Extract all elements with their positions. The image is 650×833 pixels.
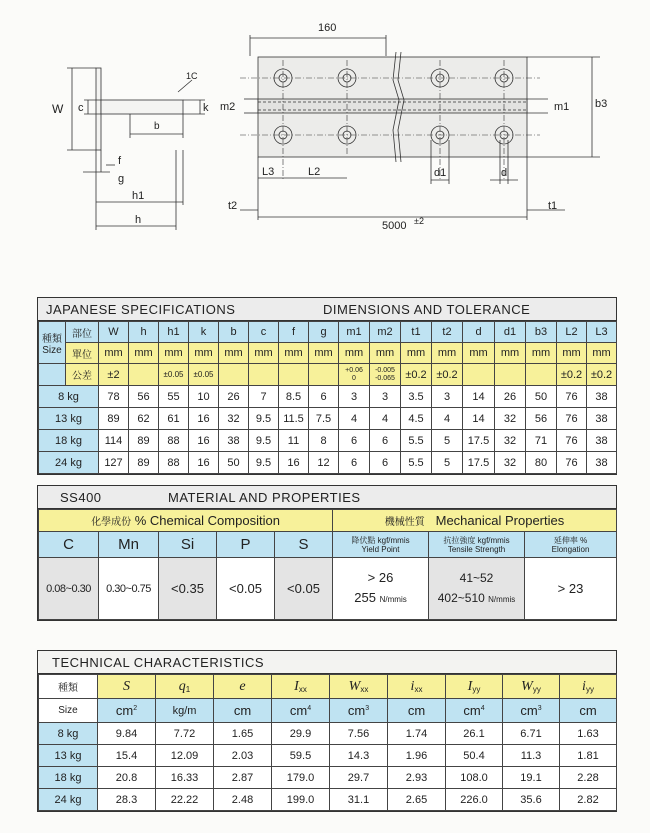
col-header: t1 <box>401 322 432 343</box>
cell: 4 <box>370 408 401 430</box>
cell: 3 <box>339 386 370 408</box>
symbol-Iyy: $I_{yy}$ <box>446 675 503 699</box>
label-1C: 1C <box>186 71 198 81</box>
row-size: 24 kg <box>39 789 98 811</box>
label-d: d <box>501 167 508 179</box>
material-panel <box>37 485 617 621</box>
cell: 31.1 <box>330 789 388 811</box>
cell: 2.48 <box>214 789 272 811</box>
cell: 2.87 <box>214 767 272 789</box>
section-web <box>101 100 183 114</box>
unit-q1: kg/m <box>156 699 214 723</box>
cell: 61 <box>159 408 189 430</box>
mech-header: 機械性質 Mechanical Properties <box>333 510 617 532</box>
cell: 3 <box>370 386 401 408</box>
tol-k: ±0.05 <box>189 364 219 386</box>
cell: 11.5 <box>279 408 309 430</box>
symbol-Wxx: $W_{xx}$ <box>330 675 388 699</box>
table-row <box>39 408 617 430</box>
label-f: f <box>118 155 122 167</box>
kind-size-label: 種類 Size <box>39 322 66 364</box>
cell: 127 <box>99 452 129 474</box>
unit-cell: mm <box>219 343 249 364</box>
row-size: 18 kg <box>39 767 98 789</box>
label-L2: L2 <box>308 166 321 178</box>
cell: 1.74 <box>388 723 446 745</box>
element-P: P <box>217 532 275 558</box>
cell: 2.03 <box>214 745 272 767</box>
elong-header: 延伸率 % Elongation <box>525 532 617 558</box>
cell: 6.71 <box>503 723 560 745</box>
value-Mn: 0.30~0.75 <box>99 558 159 620</box>
col-header: h1 <box>159 322 189 343</box>
cell: 10 <box>189 386 219 408</box>
element-Mn: Mn <box>99 532 159 558</box>
col-header: g <box>309 322 339 343</box>
cell: 1.63 <box>560 723 617 745</box>
row-size: 18 kg <box>39 430 99 452</box>
col-header: c <box>249 322 279 343</box>
spec-table-panel <box>37 297 617 475</box>
cell: 15.4 <box>98 745 156 767</box>
cell: 32 <box>495 430 526 452</box>
unit-cell: mm <box>309 343 339 364</box>
unit-Iyy: $cm^4$ <box>446 699 503 723</box>
cell: 2.93 <box>388 767 446 789</box>
cell: 14 <box>463 408 495 430</box>
label-W: W <box>52 102 64 116</box>
cell: 16 <box>189 452 219 474</box>
table-row <box>39 430 617 452</box>
table-row <box>39 452 617 474</box>
dim-5000-label: 5000 <box>382 220 407 232</box>
tolerance-label: 公差 <box>66 364 99 386</box>
cell: 59.5 <box>272 745 330 767</box>
size-label: Size <box>39 699 98 723</box>
yield-value: > 26 255 N/mmis <box>333 558 429 620</box>
symbol-q1: $q_1$ <box>156 675 214 699</box>
cell: 16 <box>189 408 219 430</box>
unit-cell: mm <box>129 343 159 364</box>
cell: 56 <box>129 386 159 408</box>
tensile-value: 41~52 402~510 N/mmis <box>429 558 525 620</box>
cell: 11 <box>279 430 309 452</box>
cell: 38 <box>587 452 617 474</box>
cell: 71 <box>526 430 557 452</box>
kind-label: 種類 <box>39 675 98 699</box>
col-header: f <box>279 322 309 343</box>
symbol-S: S <box>98 675 156 699</box>
cell: 32 <box>495 408 526 430</box>
symbol-Ixx: $I_{xx}$ <box>272 675 330 699</box>
col-header: b <box>219 322 249 343</box>
cell: 4 <box>339 408 370 430</box>
col-header: t2 <box>432 322 463 343</box>
cell: 6 <box>339 430 370 452</box>
cell: 7.56 <box>330 723 388 745</box>
cell: 2.65 <box>388 789 446 811</box>
part-label: 部位 <box>66 322 99 343</box>
unit-cell: mm <box>159 343 189 364</box>
dim-160-label: 160 <box>318 22 337 34</box>
cell: 50 <box>219 452 249 474</box>
element-Si: Si <box>159 532 217 558</box>
cell: 2.82 <box>560 789 617 811</box>
section-flange <box>96 68 101 150</box>
unit-cell: mm <box>279 343 309 364</box>
cell: 226.0 <box>446 789 503 811</box>
unit-cell: mm <box>339 343 370 364</box>
cell: 4.5 <box>401 408 432 430</box>
cell: 89 <box>129 430 159 452</box>
cell: 29.9 <box>272 723 330 745</box>
chem-header: 化學成份 % Chemical Composition <box>39 510 333 532</box>
cell: 28.3 <box>98 789 156 811</box>
dimensions-title: DIMENSIONS AND TOLERANCE <box>323 302 531 317</box>
spec-title: JAPANESE SPECIFICATIONS <box>46 302 236 317</box>
label-b3: b3 <box>595 98 608 110</box>
cell: 7.72 <box>156 723 214 745</box>
tol-L3: ±0.2 <box>587 364 617 386</box>
tech-panel <box>37 650 617 812</box>
unit-cell: mm <box>463 343 495 364</box>
material-grade: SS400 <box>60 490 102 505</box>
label-L3: L3 <box>262 166 275 178</box>
row-size: 8 kg <box>39 723 98 745</box>
unit-Wxx: $cm^3$ <box>330 699 388 723</box>
table-row <box>39 386 617 408</box>
cell: 16 <box>189 430 219 452</box>
col-header: L2 <box>557 322 587 343</box>
label-d1: d1 <box>434 167 447 179</box>
unit-cell: mm <box>189 343 219 364</box>
cell: 1.65 <box>214 723 272 745</box>
cell: 6 <box>309 386 339 408</box>
row-size: 24 kg <box>39 452 99 474</box>
cell: 62 <box>129 408 159 430</box>
tol-m1: +0.06 0 <box>339 364 370 386</box>
cell: 88 <box>159 430 189 452</box>
cell: 32 <box>495 452 526 474</box>
unit-S: $cm^2$ <box>98 699 156 723</box>
table-row <box>39 745 617 767</box>
cell: 26.1 <box>446 723 503 745</box>
cell: 26 <box>219 386 249 408</box>
material-table <box>38 509 617 620</box>
col-header: L3 <box>587 322 617 343</box>
cell: 8.5 <box>279 386 309 408</box>
cell: 12 <box>309 452 339 474</box>
label-m2: m2 <box>220 101 236 113</box>
row-size: 13 kg <box>39 745 98 767</box>
tol-m2: -0.005 -0.065 <box>370 364 401 386</box>
cell: 76 <box>557 452 587 474</box>
cell: 7.5 <box>309 408 339 430</box>
cell: 50 <box>526 386 557 408</box>
label-t1: t1 <box>548 200 558 212</box>
cell: 80 <box>526 452 557 474</box>
tol-h1: ±0.05 <box>159 364 189 386</box>
cell: 114 <box>99 430 129 452</box>
cell: 2.28 <box>560 767 617 789</box>
label-b: b <box>154 121 160 132</box>
col-header: h <box>129 322 159 343</box>
cell: 22.22 <box>156 789 214 811</box>
cell: 17.5 <box>463 430 495 452</box>
label-t2: t2 <box>228 200 238 212</box>
col-header: W <box>99 322 129 343</box>
col-header: d <box>463 322 495 343</box>
unit-cell: mm <box>99 343 129 364</box>
cell: 5 <box>432 430 463 452</box>
spec-header <box>38 298 616 321</box>
col-header: d1 <box>495 322 526 343</box>
cell: 20.8 <box>98 767 156 789</box>
unit-cell: mm <box>587 343 617 364</box>
element-S: S <box>275 532 333 558</box>
table-row <box>39 789 617 811</box>
material-header <box>38 486 616 509</box>
cell: 29.7 <box>330 767 388 789</box>
cell: 108.0 <box>446 767 503 789</box>
dim-5000-tolerance: ±2 <box>414 216 424 226</box>
value-S: <0.05 <box>275 558 333 620</box>
unit-cell: mm <box>249 343 279 364</box>
tol-L2: ±0.2 <box>557 364 587 386</box>
cell: 26 <box>495 386 526 408</box>
cell: 76 <box>557 430 587 452</box>
row-size: 13 kg <box>39 408 99 430</box>
cell: 3.5 <box>401 386 432 408</box>
cell: 199.0 <box>272 789 330 811</box>
unit-cell: mm <box>557 343 587 364</box>
cell: 56 <box>526 408 557 430</box>
cell: 76 <box>557 408 587 430</box>
col-header: m1 <box>339 322 370 343</box>
cell: 12.09 <box>156 745 214 767</box>
col-header: m2 <box>370 322 401 343</box>
cell: 35.6 <box>503 789 560 811</box>
material-title: MATERIAL AND PROPERTIES <box>168 490 361 505</box>
element-C: C <box>39 532 99 558</box>
cell: 9.84 <box>98 723 156 745</box>
unit-cell: mm <box>370 343 401 364</box>
unit-cell: mm <box>432 343 463 364</box>
unit-iyy: cm <box>560 699 617 723</box>
unit-Wyy: $cm^3$ <box>503 699 560 723</box>
cell: 38 <box>587 430 617 452</box>
cell: 5.5 <box>401 452 432 474</box>
cell: 89 <box>99 408 129 430</box>
plate-slot <box>258 99 527 113</box>
label-k: k <box>203 102 209 114</box>
tol-t1: ±0.2 <box>401 364 432 386</box>
cell: 38 <box>587 408 617 430</box>
cell: 89 <box>129 452 159 474</box>
unit-label: 單位 <box>66 343 99 364</box>
tensile-header: 抗拉強度 kgf/mmis Tensile Strength <box>429 532 525 558</box>
cell: 16 <box>279 452 309 474</box>
tol-W: ±2 <box>99 364 129 386</box>
yield-header: 降伏點 kgf/mmis Yield Point <box>333 532 429 558</box>
cell: 14.3 <box>330 745 388 767</box>
symbol-ixx: $i_{xx}$ <box>388 675 446 699</box>
label-c: c <box>78 102 84 114</box>
table-row <box>39 723 617 745</box>
symbol-e: e <box>214 675 272 699</box>
cell: 76 <box>557 386 587 408</box>
unit-Ixx: $cm^4$ <box>272 699 330 723</box>
tech-header <box>38 651 616 674</box>
cell: 4 <box>432 408 463 430</box>
col-header: k <box>189 322 219 343</box>
cell: 3 <box>432 386 463 408</box>
cell: 6 <box>370 452 401 474</box>
cell: 6 <box>370 430 401 452</box>
tech-title: TECHNICAL CHARACTERISTICS <box>52 655 265 670</box>
cell: 6 <box>339 452 370 474</box>
value-Si: <0.35 <box>159 558 217 620</box>
cell: 78 <box>99 386 129 408</box>
row-size: 8 kg <box>39 386 99 408</box>
cell: 179.0 <box>272 767 330 789</box>
cell: 17.5 <box>463 452 495 474</box>
cell: 50.4 <box>446 745 503 767</box>
unit-e: cm <box>214 699 272 723</box>
cell: 32 <box>219 408 249 430</box>
value-P: <0.05 <box>217 558 275 620</box>
cell: 1.96 <box>388 745 446 767</box>
value-C: 0.08~0.30 <box>39 558 99 620</box>
technical-drawing <box>0 0 650 280</box>
symbol-Wyy: $W_{yy}$ <box>503 675 560 699</box>
symbol-iyy: $i_{yy}$ <box>560 675 617 699</box>
cell: 88 <box>159 452 189 474</box>
tech-table <box>38 674 617 811</box>
cell: 1.81 <box>560 745 617 767</box>
cell: 7 <box>249 386 279 408</box>
tol-t2: ±0.2 <box>432 364 463 386</box>
table-row <box>39 767 617 789</box>
label-m1: m1 <box>554 101 570 113</box>
spec-table <box>38 321 617 474</box>
cell: 38 <box>587 386 617 408</box>
unit-cell: mm <box>401 343 432 364</box>
label-h: h <box>135 214 142 226</box>
unit-cell: mm <box>526 343 557 364</box>
cell: 11.3 <box>503 745 560 767</box>
cell: 14 <box>463 386 495 408</box>
cell: 8 <box>309 430 339 452</box>
cell: 55 <box>159 386 189 408</box>
cell: 9.5 <box>249 430 279 452</box>
cell: 5 <box>432 452 463 474</box>
cell: 16.33 <box>156 767 214 789</box>
unit-cell: mm <box>495 343 526 364</box>
cell: 9.5 <box>249 452 279 474</box>
cell: 9.5 <box>249 408 279 430</box>
label-g: g <box>118 173 125 185</box>
elong-value: > 23 <box>525 558 617 620</box>
label-h1: h1 <box>132 190 145 202</box>
cell: 5.5 <box>401 430 432 452</box>
unit-ixx: cm <box>388 699 446 723</box>
col-header: b3 <box>526 322 557 343</box>
cell: 19.1 <box>503 767 560 789</box>
cell: 38 <box>219 430 249 452</box>
